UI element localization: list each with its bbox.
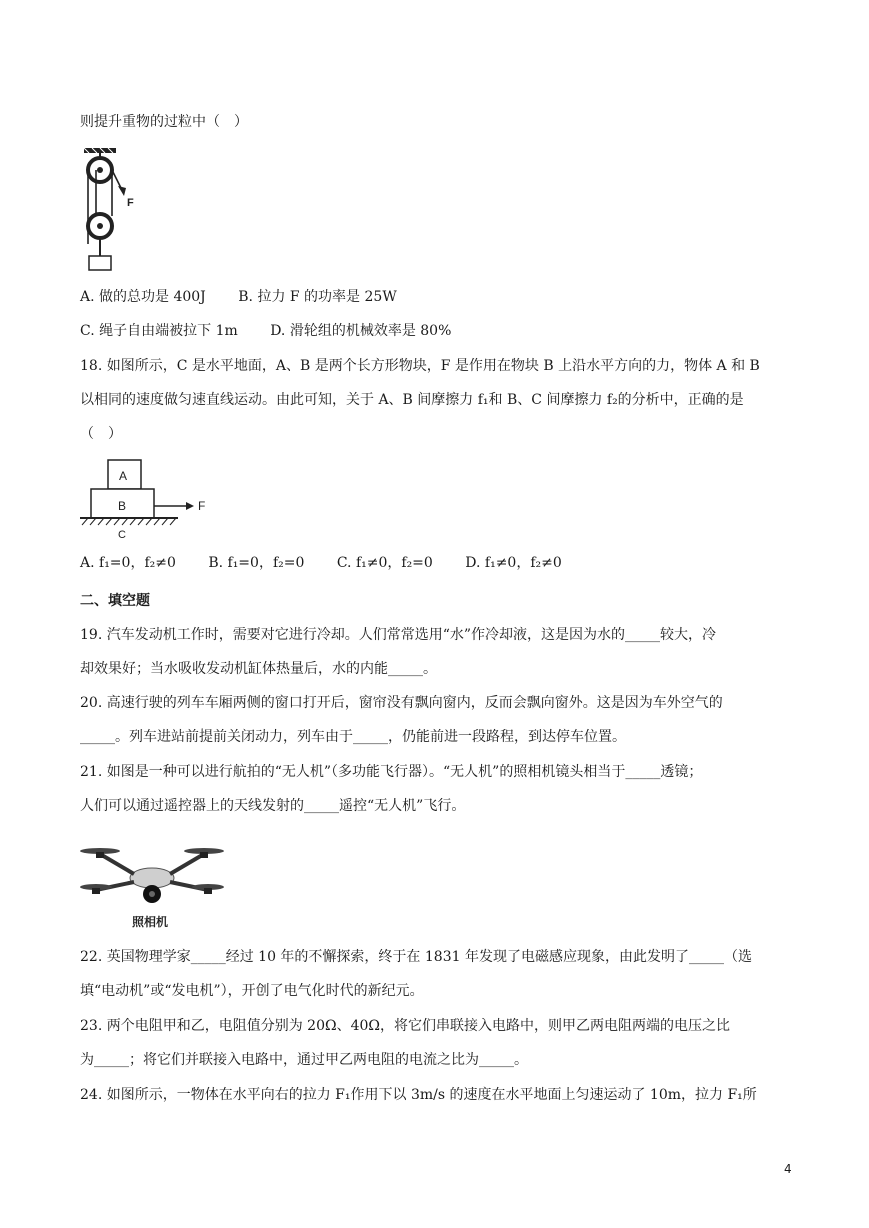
q17-stem: 则提升重物的过粒中（ ） [80,114,248,130]
q18-option-d: D. f₁≠0，f₂≠0 [465,555,562,571]
block-b-label: B [118,499,127,513]
q17-options-row1 [80,287,425,307]
pulley-figure [80,146,140,272]
q20-line1: 20. 高速行驶的列车车厢两侧的窗口打开后，窗帘没有飘向窗内，反而会飘向窗外。这是因为车外空气的 [80,695,723,711]
block-a-label: A [119,469,128,483]
q18-line3: （ ） [80,426,122,442]
section-heading: 二、填空题 [80,593,150,609]
q18-option-c: C. f₁≠0，f₂=0 [336,555,433,571]
q18-options [80,553,590,573]
q20-line2: _____。列车进站前提前关闭动力，列车由于_____，仍能前进一段路程，到达停车位置。 [80,729,626,745]
drone-figure [80,834,224,934]
q18-line2: 以相同的速度做匀速直线运动。由此可知，关于 A、B 间摩擦力 f₁和 B、C 间摩擦力 f₂的分析中，正确的是 [80,392,744,408]
load-block [89,256,111,270]
q17-option-d: D. 滑轮组的机械效率是 80% [270,323,452,339]
q18-line1: 18. 如图所示，C 是水平地面，A、B 是两个长方形物块，F 是作用在物块 B 上沿水平方向的力，物体 A 和 B [80,358,760,374]
q17-option-a: A. 做的总功是 400J [80,289,206,305]
page-number: 4 [784,1162,792,1176]
q19-line2: 却效果好；当水吸收发动机缸体热量后，水的内能_____。 [80,661,437,677]
q22-line2: 填“电动机”或“发电机”），开创了电气化时代的新纪元。 [80,983,424,999]
q17-options-row2 [80,321,479,341]
q18-option-a: A. f₁=0，f₂≠0 [80,555,176,571]
drone-caption: 照相机 [132,915,169,929]
q17-option-b: B. 拉力 F 的功率是 25W [238,289,397,305]
ground-c-label: C [118,529,126,541]
blocks-figure [78,456,218,542]
q21-line1: 21. 如图是一种可以进行航拍的“无人机”（多功能飞行器）。“无人机”的照相机镜头相当于_____透镜； [80,764,703,780]
q18-option-b: B. f₁=0，f₂=0 [208,555,305,571]
q23-line1: 23. 两个电阻甲和乙，电阻值分别为 20Ω、40Ω，将它们串联接入电路中，则甲乙两电阻两端的电压之比 [80,1018,731,1034]
q21-line2: 人们可以通过遥控器上的天线发射的_____遥控“无人机”飞行。 [80,798,466,814]
q22-line1: 22. 英国物理学家_____经过 10 年的不懈探索，终于在 1831 年发现了电磁感应现象，由此发明了_____（选 [80,949,752,965]
q19-line1: 19. 汽车发动机工作时，需要对它进行冷却。人们常常选用“水”作冷却液，这是因为水的_____较大，冷 [80,627,717,643]
q17-option-c: C. 绳子自由端被拉下 1m [80,323,238,339]
q23-line2: 为_____；将它们并联接入电路中，通过甲乙两电阻的电流之比为_____。 [80,1052,528,1068]
force-f-label: F [198,499,206,513]
pulley-force-label: F [127,197,134,209]
q24-line1: 24. 如图所示，一物体在水平向右的拉力 F₁作用下以 3m/s 的速度在水平地面上匀速运动了 10m，拉力 F₁所 [80,1087,757,1103]
